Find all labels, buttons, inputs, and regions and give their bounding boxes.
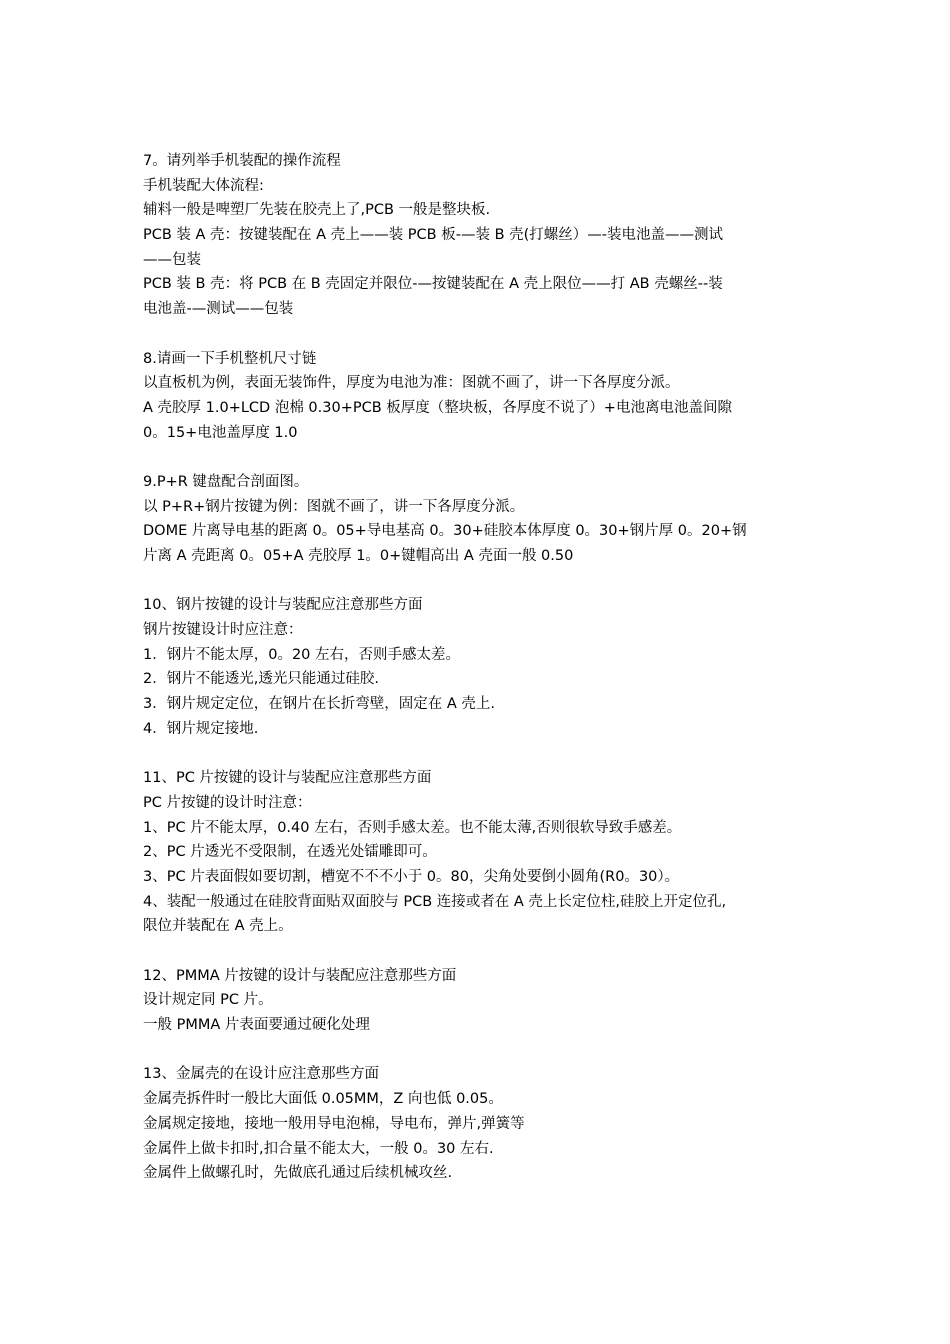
text-line: 1．钢片不能太厚，0。20 左右，否则手感太差。 [143,646,461,663]
text-line: 3．钢片规定定位，在钢片在长折弯壁，固定在 A 壳上. [143,696,495,713]
paragraph-gap [143,939,823,964]
paragraph-gap [143,445,823,470]
text-line: 设计规定同 PC 片。 [143,992,273,1009]
section-title: 11、PC 片按键的设计与装配应注意那些方面 [143,770,432,787]
text-line: 电池盖-—测试——包装 [143,301,294,318]
text-line: 0。15+电池盖厚度 1.0 [143,424,298,441]
paragraph-gap [143,742,823,767]
section-title: 13、金属壳的在设计应注意那些方面 [143,1066,379,1083]
paragraph-gap [143,1038,823,1063]
text-line: 3、PC 片表面假如要切割，槽宽不不不小于 0。80，尖角处要倒小圆角(R0。30）。 [143,868,680,885]
section-title: 10、钢片按键的设计与装配应注意那些方面 [143,597,423,614]
text-line: 金属壳拆件时一般比大面低 0.05MM，Z 向也低 0.05。 [143,1091,503,1108]
text-line: A 壳胶厚 1.0+LCD 泡棉 0.30+PCB 板厚度（整块板，各厚度不说了）+电池离电池盖间隙 [143,399,732,416]
text-line: 以直板机为例，表面无装饰件，厚度为电池为准：图就不画了，讲一下各厚度分派。 [143,375,680,392]
paragraph-gap [143,569,823,594]
text-line: 辅料一般是啤塑厂先装在胶壳上了,PCB 一般是整块板. [143,202,491,219]
text-line: 以 P+R+钢片按键为例：图就不画了，讲一下各厚度分派。 [143,498,525,515]
text-line: PCB 装 B 壳：将 PCB 在 B 壳固定并限位-—按键装配在 A 壳上限位——打 AB 壳螺丝--装 [143,276,723,293]
text-line: 限位并装配在 A 壳上。 [143,918,293,935]
text-line: 金属规定接地，接地一般用导电泡棉，导电布，弹片,弹簧等 [143,1115,525,1132]
section-title: 8.请画一下手机整机尺寸链 [143,350,317,367]
text-line: 2、PC 片透光不受限制，在透光处镭雕即可。 [143,844,437,861]
section-title: 9.P+R 键盘配合剖面图。 [143,473,309,490]
text-line: 2．钢片不能透光,透光只能通过硅胶. [143,671,379,688]
text-line: ——包装 [143,251,201,268]
text-line: 金属件上做螺孔时，先做底孔通过后续机械攻丝. [143,1165,453,1182]
section-title: 7。请列举手机装配的操作流程 [143,153,341,169]
text-line: 4、装配一般通过在硅胶背面贴双面胶与 PCB 连接或者在 A 壳上长定位柱,硅胶上开定位孔, [143,893,727,910]
text-line: 金属件上做卡扣时,扣合量不能太大，一般 0。30 左右. [143,1140,494,1157]
text-line: PC 片按键的设计时注意： [143,794,312,811]
text-line: 片离 A 壳距离 0。05+A 壳胶厚 1。0+键帽高出 A 壳面一般 0.50 [143,548,574,564]
document-page [143,149,823,1186]
section-title: 12、PMMA 片按键的设计与装配应注意那些方面 [143,967,457,984]
text-line: 一般 PMMA 片表面要通过硬化处理 [143,1017,370,1034]
text-line: 4．钢片规定接地. [143,720,259,737]
paragraph-gap [143,322,823,347]
text-line: PCB 装 A 壳：按键装配在 A 壳上——装 PCB 板-—装 B 壳(打螺丝）—-装电池盖——测试 [143,227,724,244]
text-line: 1、PC 片不能太厚，0.40 左右，否则手感太差。也不能太薄,否则很软导致手感差。 [143,819,682,836]
text-line: DOME 片离导电基的距离 0。05+导电基高 0。30+硅胶本体厚度 0。30+钢片厚 0。20+钢 [143,523,747,540]
text-line: 钢片按键设计时应注意： [143,622,303,639]
text-line: 手机装配大体流程: [143,177,264,194]
